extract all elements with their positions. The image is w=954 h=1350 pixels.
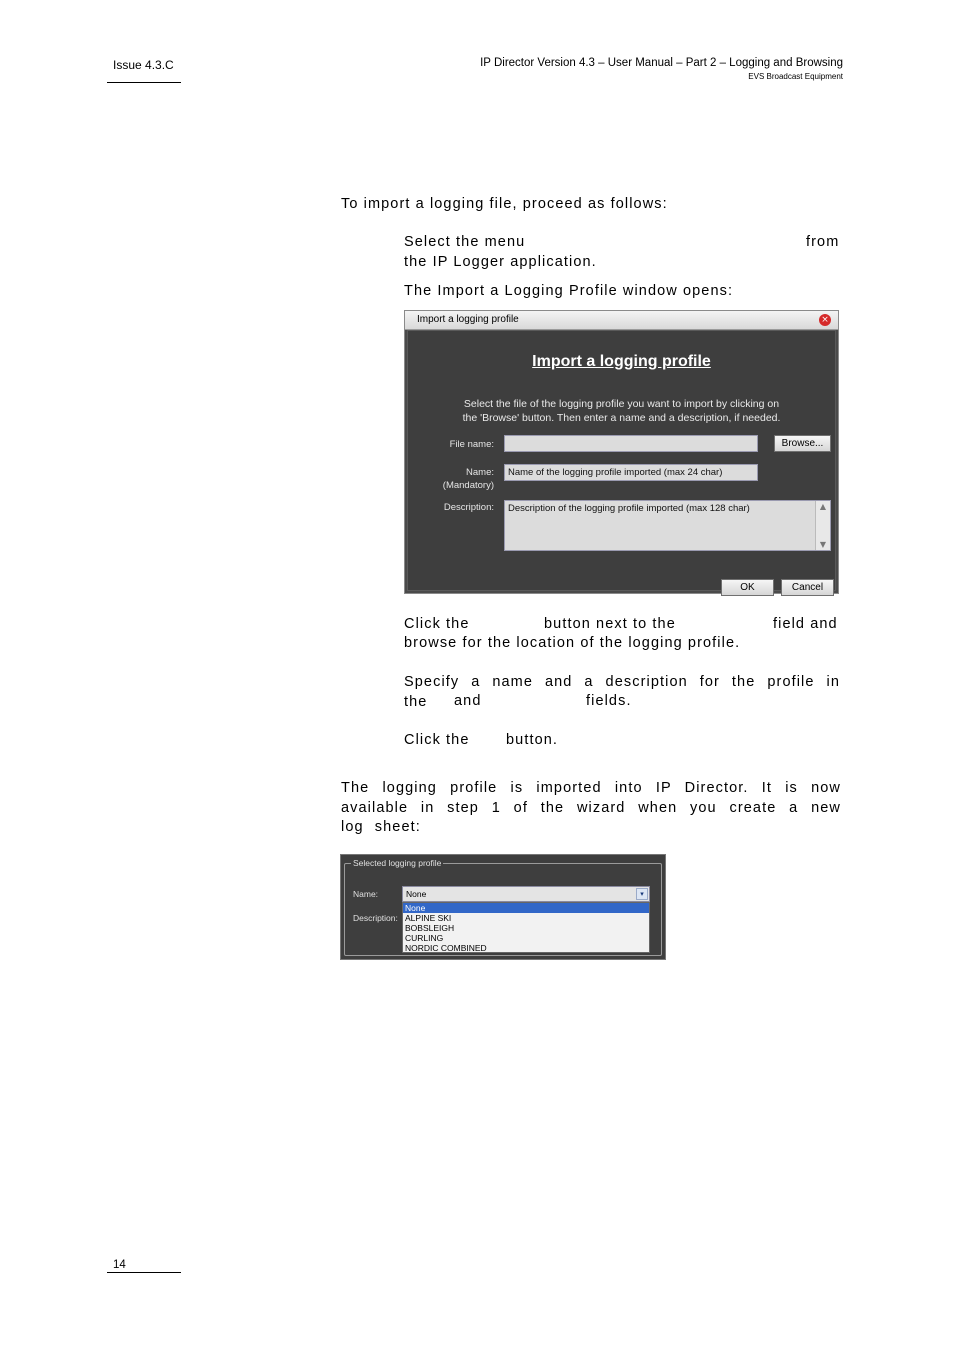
dialog-title-bar [405, 311, 838, 330]
name-label [428, 466, 494, 492]
step3-text-a: Specify a name and a description for the profile in the [404, 674, 840, 710]
group-title: Selected logging profile [353, 858, 442, 868]
page-number: 14 [113, 1259, 126, 1271]
dialog-body [407, 330, 836, 591]
description-scrollbar[interactable] [815, 501, 830, 550]
profile-name-dropdown[interactable] [402, 886, 650, 902]
chevron-down-icon[interactable]: ▾ [636, 888, 648, 900]
company-name: EVS Broadcast Equipment [748, 72, 843, 81]
profile-group-box [344, 858, 662, 956]
name-label-text: Name: [466, 467, 494, 478]
document-title: IP Director Version 4.3 – User Manual – Part 2 – Logging and Browsing [480, 57, 843, 69]
description-textarea[interactable] [504, 500, 831, 551]
dropdown-option[interactable]: BOBSLEIGH [405, 923, 455, 933]
step4-text-a: Click the [404, 732, 470, 748]
profile-name-label: Name: [353, 889, 379, 899]
dropdown-option[interactable]: CURLING [405, 933, 444, 943]
name-input[interactable]: Name of the logging profile imported (max 24 char) [504, 464, 758, 481]
step3-text-c: fields. [586, 693, 632, 709]
step1-text-a: Select the menu [404, 234, 526, 250]
profile-description-label: Description: [353, 913, 398, 923]
dropdown-option[interactable]: NORDIC COMBINED [405, 943, 487, 953]
import-profile-dialog [404, 310, 839, 594]
dropdown-selected-value: None [406, 889, 427, 899]
dropdown-options-list [402, 902, 650, 953]
step3-text-b: and [454, 693, 482, 709]
step1-text-b: from [806, 234, 840, 250]
step2-text-b: button next to the [544, 616, 676, 632]
footer-rule [107, 1272, 181, 1273]
ok-button[interactable]: OK [721, 579, 774, 596]
instruction-line-2: the 'Browse' button. Then enter a name and a description, if needed. [462, 412, 781, 424]
scroll-down-icon[interactable]: ▼ [819, 540, 827, 549]
dropdown-option[interactable]: None [403, 903, 649, 913]
name-mandatory-label: (Mandatory) [442, 480, 494, 491]
scroll-up-icon[interactable]: ▲ [819, 502, 827, 511]
step2-text-c: field and [773, 616, 838, 632]
description-label: Description: [443, 502, 494, 513]
step2-text-a: Click the [404, 616, 470, 632]
issue-label: Issue 4.3.C [113, 58, 174, 72]
dialog-instructions [428, 397, 815, 425]
intro-text: To import a logging file, proceed as follows: [341, 196, 668, 212]
dialog-heading: Import a logging profile [532, 353, 711, 370]
conclusion-text: The logging profile is imported into IP Director. It is now available in step 1 of the wizard when you create a new log sheet: [341, 780, 841, 835]
file-name-input[interactable] [504, 435, 758, 452]
file-name-label: File name: [449, 439, 494, 450]
selected-profile-panel [340, 854, 666, 960]
dropdown-option[interactable]: ALPINE SKI [405, 913, 452, 923]
step4-text-b: button. [506, 732, 559, 748]
instruction-line-1: Select the file of the logging profile you want to import by clicking on [463, 398, 780, 410]
cancel-button[interactable]: Cancel [781, 579, 834, 596]
document-header [480, 57, 843, 83]
header-rule [107, 82, 181, 83]
step1-text-c: the IP Logger application. [404, 254, 597, 270]
step2-text-d: browse for the location of the logging profile. [404, 635, 741, 651]
dialog-window-title: Import a logging profile [417, 314, 519, 325]
close-icon[interactable]: × [819, 314, 831, 326]
browse-button[interactable]: Browse... [774, 435, 831, 452]
description-text: Description of the logging profile imported (max 128 char) [508, 503, 750, 514]
step1-result: The Import a Logging Profile window opens: [404, 283, 734, 299]
